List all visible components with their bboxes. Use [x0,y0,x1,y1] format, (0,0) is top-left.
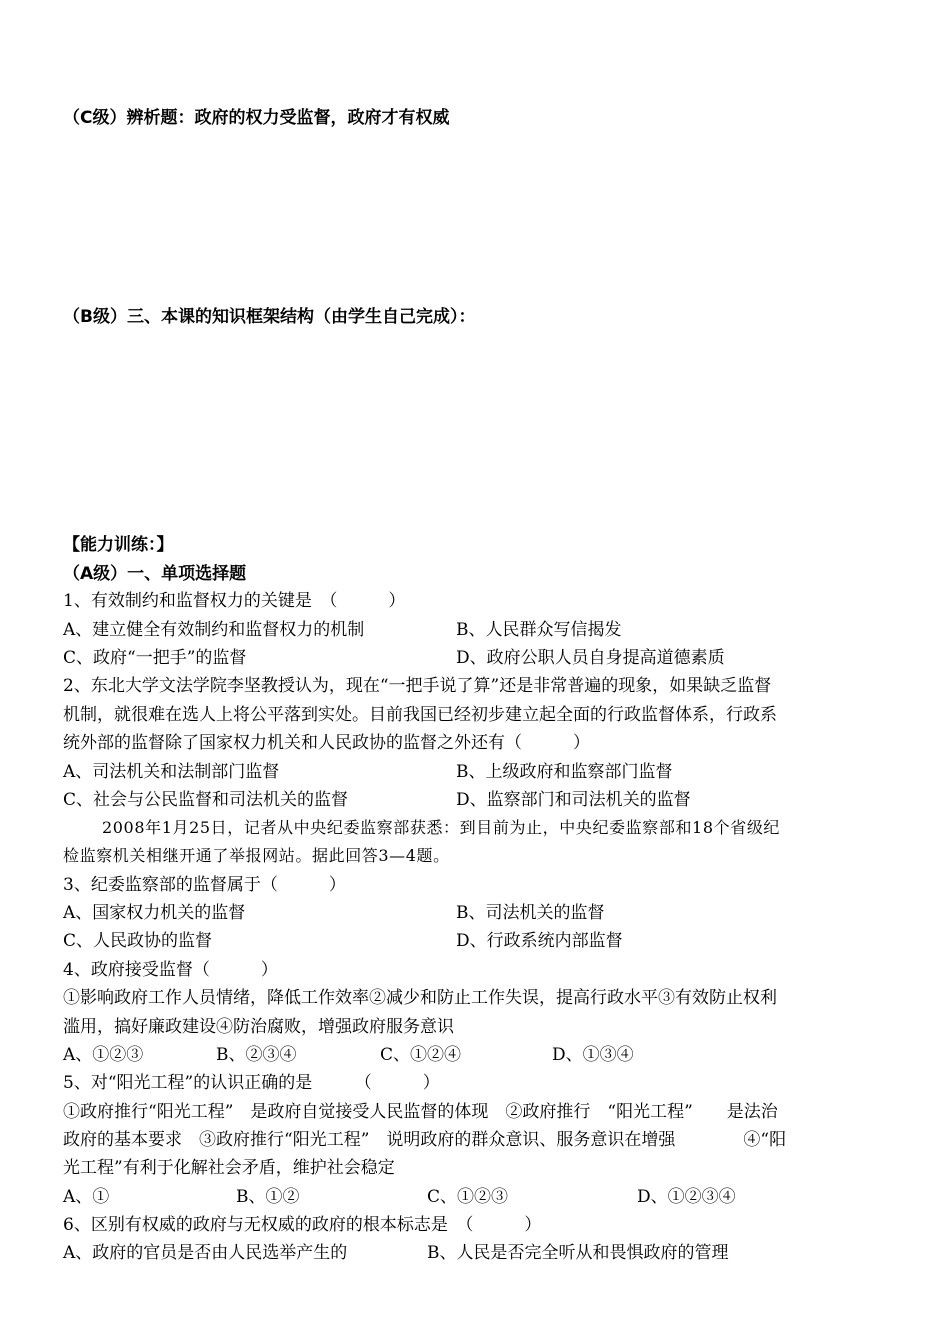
q1-option-c: C、政府“一把手”的监督 [63,648,247,668]
q6-option-row-1 [63,1243,943,1263]
q4-option-d: D、①③④ [552,1045,634,1065]
q5-statements-line-3: 光工程”有利于化解社会矛盾，维护社会稳定 [63,1158,395,1178]
q4-stem: 4、政府接受监督（ ） [63,960,278,980]
q5-option-b: B、①② [236,1187,300,1207]
q1-option-a: A、建立健全有效制约和监督权力的机制 [63,620,365,640]
q1-option-row-2 [63,648,943,668]
q1-stem: 1、有效制约和监督权力的关键是 （ ） [63,591,406,611]
q4-statements-line-2: 滥用，搞好廉政建设④防治腐败，增强政府服务意识 [63,1017,454,1037]
section-c-heading: （C级）辨析题：政府的权力受监督，政府才有权威 [63,108,450,128]
q2-option-c: C、社会与公民监督和司法机关的监督 [63,790,349,810]
q3-option-b: B、司法机关的监督 [456,903,605,923]
ability-subtitle: （A级）一、单项选择题 [63,564,247,584]
q3-option-row-2 [63,931,943,951]
q2-line-2: 机制，就很难在选人上将公平落到实处。目前我国已经初步建立起全面的行政监督体系，行政系 [63,705,777,725]
q2-option-a: A、司法机关和法制部门监督 [63,762,280,782]
q4-option-row [63,1045,943,1065]
q2-option-d: D、监察部门和司法机关的监督 [456,790,691,810]
q1-option-b: B、人民群众写信揭发 [456,620,622,640]
q3-option-d: D、行政系统内部监督 [456,931,623,951]
q2-option-b: B、上级政府和监察部门监督 [456,762,673,782]
q5-stem: 5、对“阳光工程”的认识正确的是 （ ） [63,1073,440,1093]
q2-option-row-1 [63,762,943,782]
q5-option-a: A、① [63,1187,110,1207]
ability-title: 【能力训练：】 [63,535,174,555]
q4-option-c: C、①②④ [380,1045,462,1065]
q5-option-row [63,1187,943,1207]
q4-option-a: A、①②③ [63,1045,144,1065]
q2-line-3: 统外部的监督除了国家权力机关和人民政协的监督之外还有（ ） [63,733,590,753]
q5-option-d: D、①②③④ [637,1187,736,1207]
q6-option-a: A、政府的官员是否由人民选举产生的 [63,1243,348,1263]
q1-option-d: D、政府公职人员自身提高道德素质 [456,648,725,668]
q2-option-row-2 [63,790,943,810]
q5-option-c: C、①②③ [427,1187,509,1207]
q4-statements-line-1: ①影响政府工作人员情绪，降低工作效率②减少和防止工作失误，提高行政水平③有效防止权利 [63,988,777,1008]
q4-option-b: B、②③④ [216,1045,297,1065]
material-line-1: 2008年1月25日，记者从中央纪委监察部获悉：到目前为止，中央纪委监察部和18个省级纪 [102,818,781,837]
q5-statements-line-2: 政府的基本要求 ③政府推行“阳光工程” 说明政府的群众意识、服务意识在增强 ④“阳 [63,1130,787,1150]
q6-stem: 6、区别有权威的政府与无权威的政府的根本标志是 （ ） [63,1215,542,1235]
q3-stem: 3、纪委监察部的监督属于（ ） [63,875,346,895]
q3-option-a: A、国家权力机关的监督 [63,903,246,923]
section-b-heading: （B级）三、本课的知识框架结构（由学生自己完成）： [63,307,476,327]
q5-statements-line-1: ①政府推行“阳光工程” 是政府自觉接受人民监督的体现 ②政府推行 “阳光工程” 是法治 [63,1102,778,1122]
q3-option-row-1 [63,903,943,923]
q3-option-c: C、人民政协的监督 [63,931,213,951]
q6-option-b: B、人民是否完全听从和畏惧政府的管理 [427,1243,729,1263]
q1-option-row-1 [63,620,943,640]
material-line-2: 检监察机关相继开通了举报网站。据此回答3—4题。 [63,846,450,865]
q2-line-1: 2、东北大学文法学院李坚教授认为，现在“一把手说了算”还是非常普遍的现象，如果缺乏监督 [63,676,772,696]
